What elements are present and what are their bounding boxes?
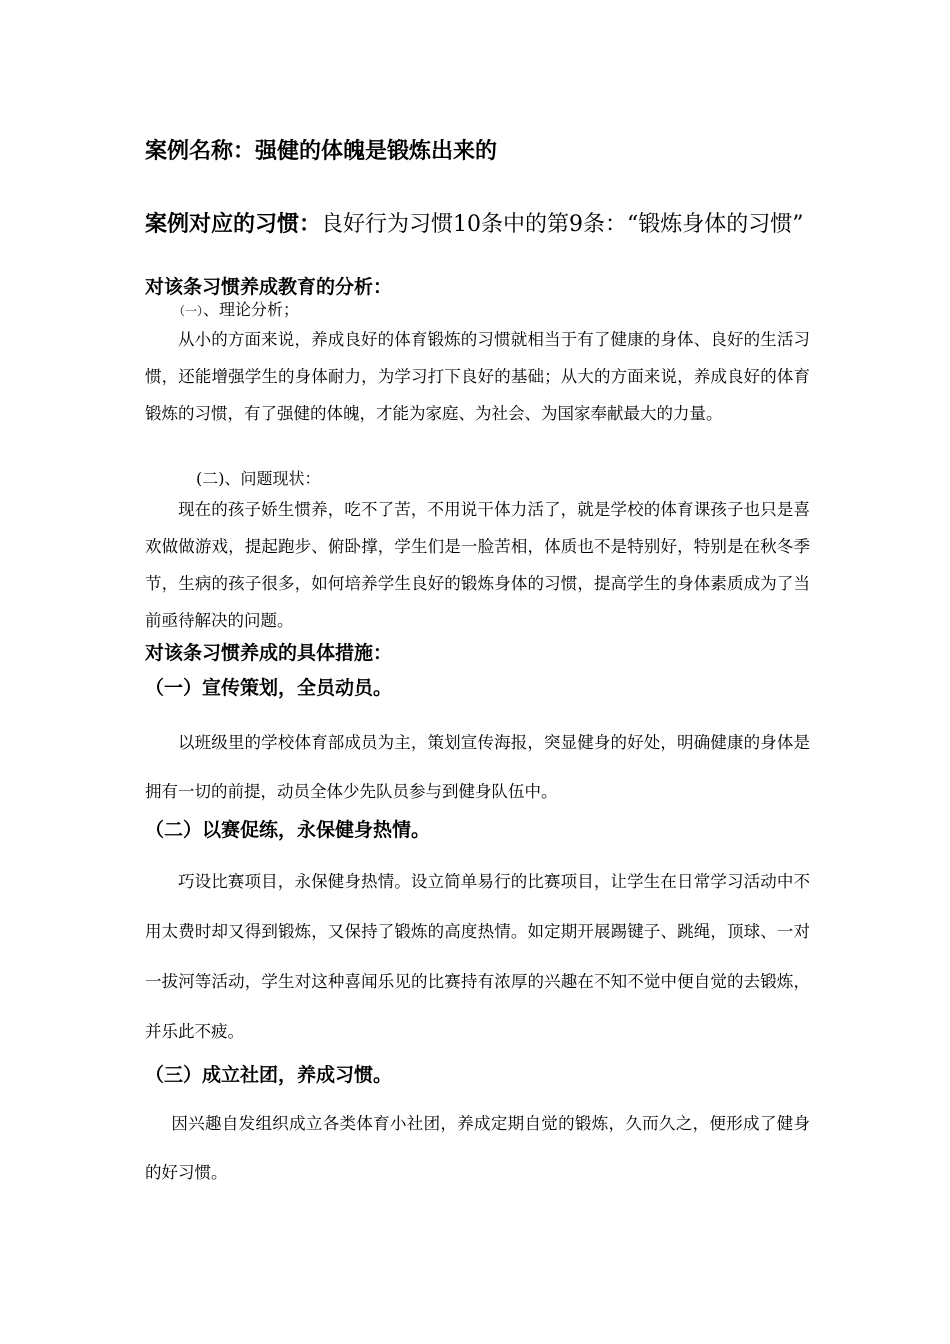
measures-heading: 对该条习惯养成的具体措施： (145, 642, 393, 664)
problem-paragraph: 现在的孩子娇生惯养，吃不了苦，不用说干体力活了，就是学校的体育课孩子也只是喜欢做做游戏，提起跑步、俯卧撑，学生们是一脸苦相，体质也不是特别好，特别是在秋冬季节，生病的孩子很多，如何培养学生良好的锻炼身体的习惯，提高学生的身体素质成为了当前亟待解决的问题。 (145, 500, 810, 630)
case-name-value: 强健的体魄是锻炼出来的 (255, 139, 498, 164)
measure-1-title: （一）宣传策划，全员动员。 (145, 677, 393, 699)
case-name-label: 案例名称： (145, 139, 256, 164)
case-habit-label: 案例对应的习惯： (145, 212, 322, 237)
problem-subheading: (二)、问题现状： (196, 469, 321, 488)
theory-prefix: （一） (173, 304, 204, 318)
measure-2-title: （二）以赛促练，永保健身热情。 (145, 819, 431, 841)
measure-3-paragraph: 因兴趣自发组织成立各类体育小社团，养成定期自觉的锻炼，久而久之，便形成了健身的好习惯。 (145, 1114, 810, 1182)
analysis-heading: 对该条习惯养成教育的分析： (145, 276, 393, 298)
theory-label: 、理论分析； (203, 300, 300, 319)
measure-2-paragraph: 巧设比赛项目，永保健身热情。设立简单易行的比赛项目，让学生在日常学习活动中不用太费时却又得到锻炼，又保持了锻炼的高度热情。如定期开展踢键子、跳绳，顶球、一对一拔河等活动，学生对这种喜闻乐见的比赛持有浓厚的兴趣在不知不觉中便自觉的去锻炼，并乐此不疲。 (145, 872, 810, 1041)
measure-3-title: （三）成立社团，养成习惯。 (145, 1064, 393, 1086)
theory-paragraph: 从小的方面来说，养成良好的体育锻炼的习惯就相当于有了健康的身体、良好的生活习惯，还能增强学生的身体耐力，为学习打下良好的基础；从大的方面来说，养成良好的体育锻炼的习惯，有了强健的体魄，才能为家庭、为社会、为国家奉献最大的力量。 (145, 330, 810, 423)
case-name-line (145, 136, 810, 168)
case-habit-line (145, 207, 810, 243)
theory-subheading (173, 299, 773, 322)
case-habit-value: 良好行为习惯10条中的第9条：“锻炼身体的习惯” (321, 212, 804, 237)
measure-1-paragraph: 以班级里的学校体育部成员为主，策划宣传海报，突显健身的好处，明确健康的身体是拥有一切的前提，动员全体少先队员参与到健身队伍中。 (145, 733, 810, 801)
